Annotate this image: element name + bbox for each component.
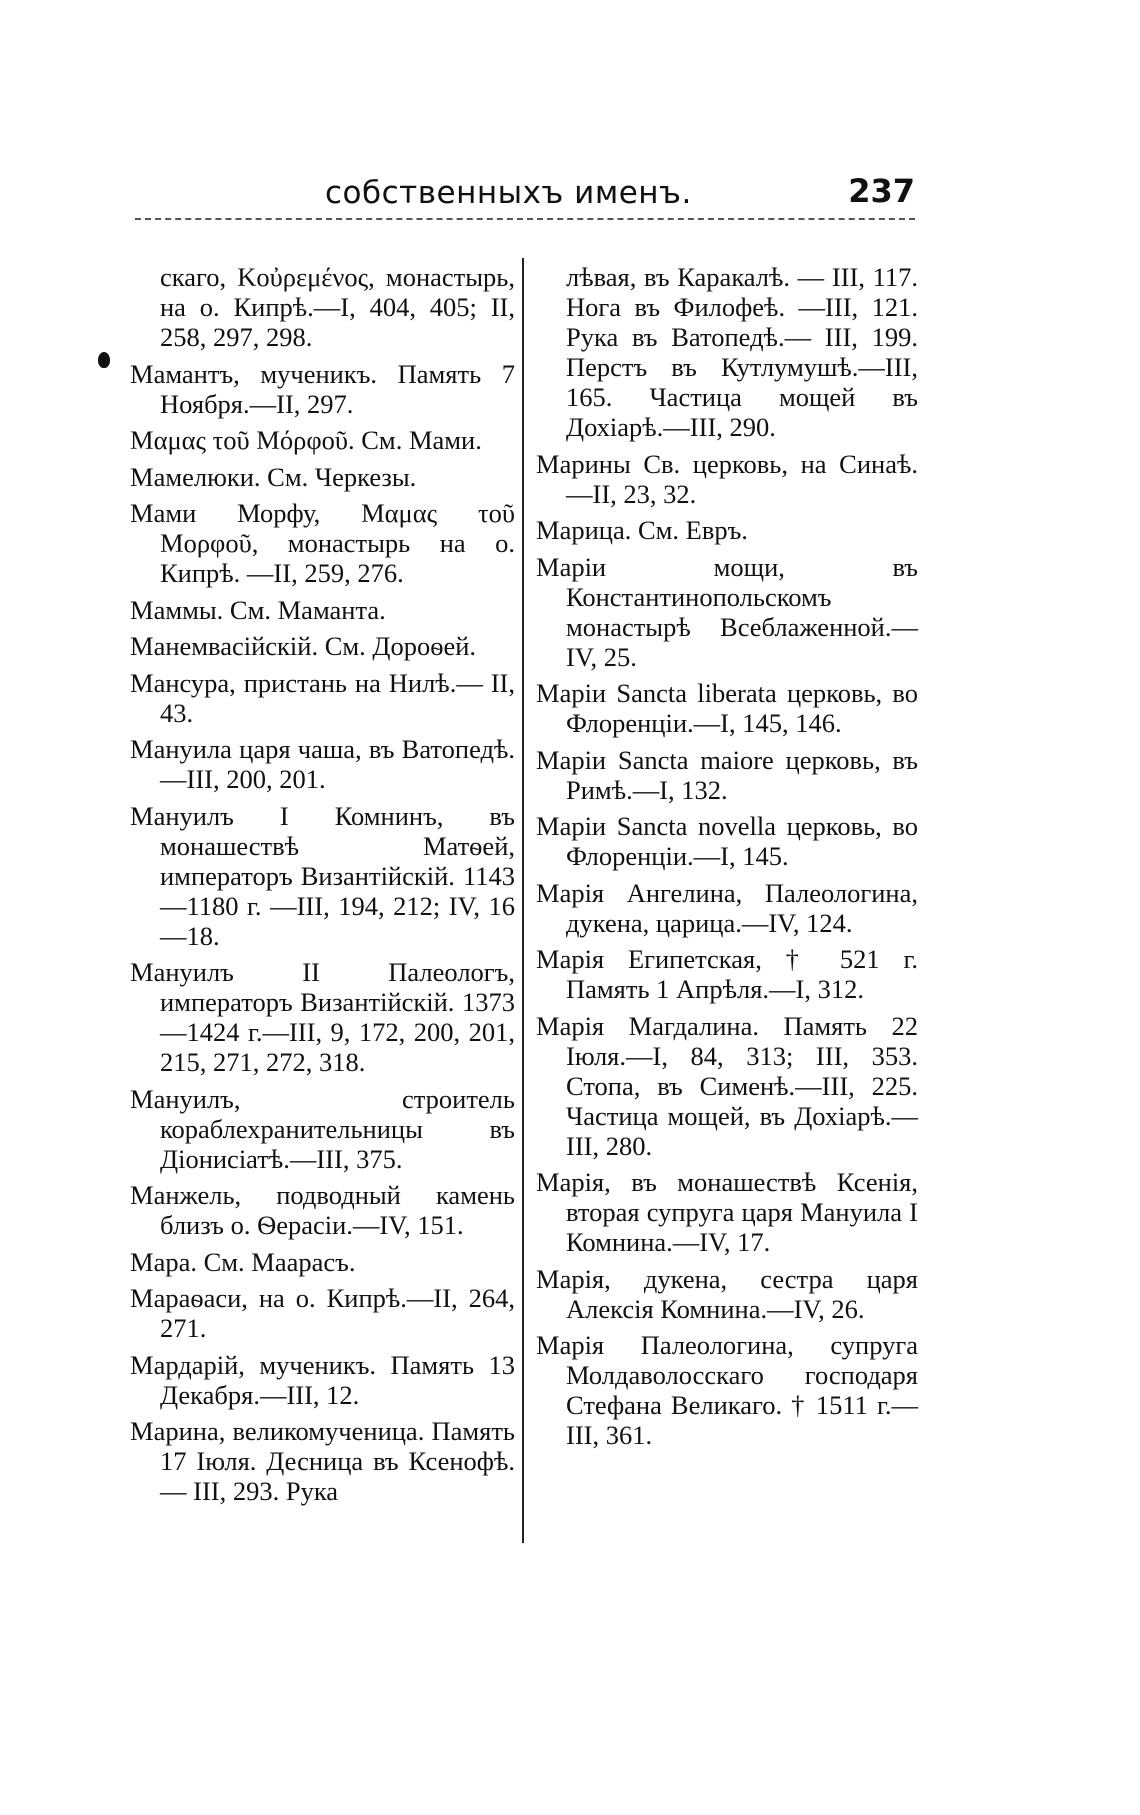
index-entry: Марія, дукена, сестра царя Алексія Комнина.—IV, 26.: [536, 1263, 918, 1324]
index-entry: Мануилъ, строитель кораблехранительницы въ Діонисіатѣ.—III, 375.: [130, 1083, 515, 1174]
index-entry: Марія Магдалина. Память 22 Іюля.—I, 84, 313; III, 353. Стопа, въ Сименѣ.—III, 225. Частица мощей, въ Дохіарѣ.— III, 280.: [536, 1010, 918, 1161]
index-entry: Маріи Sancta novella церковь, во Флоренціи.—I, 145.: [536, 811, 918, 871]
index-entry: Мараѳаси, на о. Кипрѣ.—II, 264, 271.: [130, 1283, 515, 1343]
index-entry: Маріи Sancta liberata церковь, во Флоренціи.—I, 145, 146.: [536, 678, 918, 738]
index-entry: Маріи Sancta maiore церковь, въ Римѣ.—I, 132.: [536, 744, 918, 805]
ink-spot: [98, 352, 110, 368]
index-entry: Марія, въ монашествѣ Ксенія, вторая супруга царя Мануила I Комнина.—IV, 17.: [536, 1167, 918, 1257]
index-entry: Мануила царя чаша, въ Ватопедѣ.—III, 200, 201.: [130, 734, 515, 794]
index-entry: скаго, Κοὐρεμένος, монастырь, на о. Кипрѣ.—I, 404, 405; II, 258, 297, 298.: [160, 262, 515, 352]
running-title: собственныхъ именъ.: [325, 175, 692, 211]
index-entry: Марина, великомученица. Память 17 Іюля. Десница въ Ксенофѣ. — III, 293. Рука: [130, 1416, 515, 1506]
right-column: [536, 262, 918, 1457]
column-divider: [522, 258, 524, 1543]
left-column: [130, 262, 515, 1513]
header-rule: [135, 218, 915, 220]
index-entry: Мардарій, мученикъ. Память 13 Декабря.—III, 12.: [130, 1349, 515, 1410]
index-entry: Маммы. См. Маманта.: [130, 594, 386, 625]
index-entry: Мами Морфу, Μαμας τοῦ Μορφοῦ, монастырь на о. Кипрѣ. —II, 259, 276.: [130, 498, 515, 588]
index-entry: Марія Египетская, † 521 г. Память 1 Апрѣля.—I, 312.: [536, 944, 918, 1004]
index-entry: Μαμας τοῦ Μόρφοῦ. См. Мами.: [130, 425, 482, 455]
index-entry: лѣвая, въ Каракалѣ. — III, 117. Нога въ Филофеѣ. —III, 121. Рука въ Ватопедѣ.— III, 199. Перстъ въ Кутлумушѣ.—III, 165. Частица мощей въ Дохіарѣ.—III, 290.: [566, 262, 918, 442]
index-entry: Марія Ангелина, Палеологина, дукена, царица.—IV, 124.: [536, 877, 918, 938]
index-entry: Мануилъ I Комнинъ, въ монашествѣ Матѳей, императоръ Византійскій. 1143—1180 г. —III, 194, 212; IV, 16—18.: [130, 800, 515, 951]
index-entry: Мансура, пристань на Нилѣ.— II, 43.: [130, 667, 515, 728]
index-entry: Манемвасійскій. См. Дороѳей.: [130, 631, 477, 661]
page-number: 237: [848, 172, 915, 210]
index-entry: Марія Палеологина, супруга Молдаволосскаго господаря Стефана Великаго. † 1511 г.—III, 361.: [536, 1330, 918, 1450]
index-entry: Мамантъ, мученикъ. Память 7 Ноября.—II, 297.: [130, 358, 515, 419]
index-entry: Манжель, подводный камень близъ о. Ѳерасіи.—IV, 151.: [130, 1180, 515, 1240]
index-entry: Мануилъ II Палеологъ, императоръ Византійскій. 1373 —1424 г.—III, 9, 172, 200, 201, 215, 271, 272, 318.: [130, 957, 515, 1077]
index-entry: Марица. См. Евръ.: [536, 515, 748, 545]
index-entry: Мара. См. Маарасъ.: [130, 1246, 356, 1277]
index-entry: Марины Св. церковь, на Синаѣ.—II, 23, 32.: [536, 448, 918, 509]
index-entry: Маріи мощи, въ Константинопольскомъ монастырѣ Всеблаженной.—IV, 25.: [536, 551, 918, 672]
index-entry: Мамелюки. См. Черкезы.: [130, 461, 417, 492]
